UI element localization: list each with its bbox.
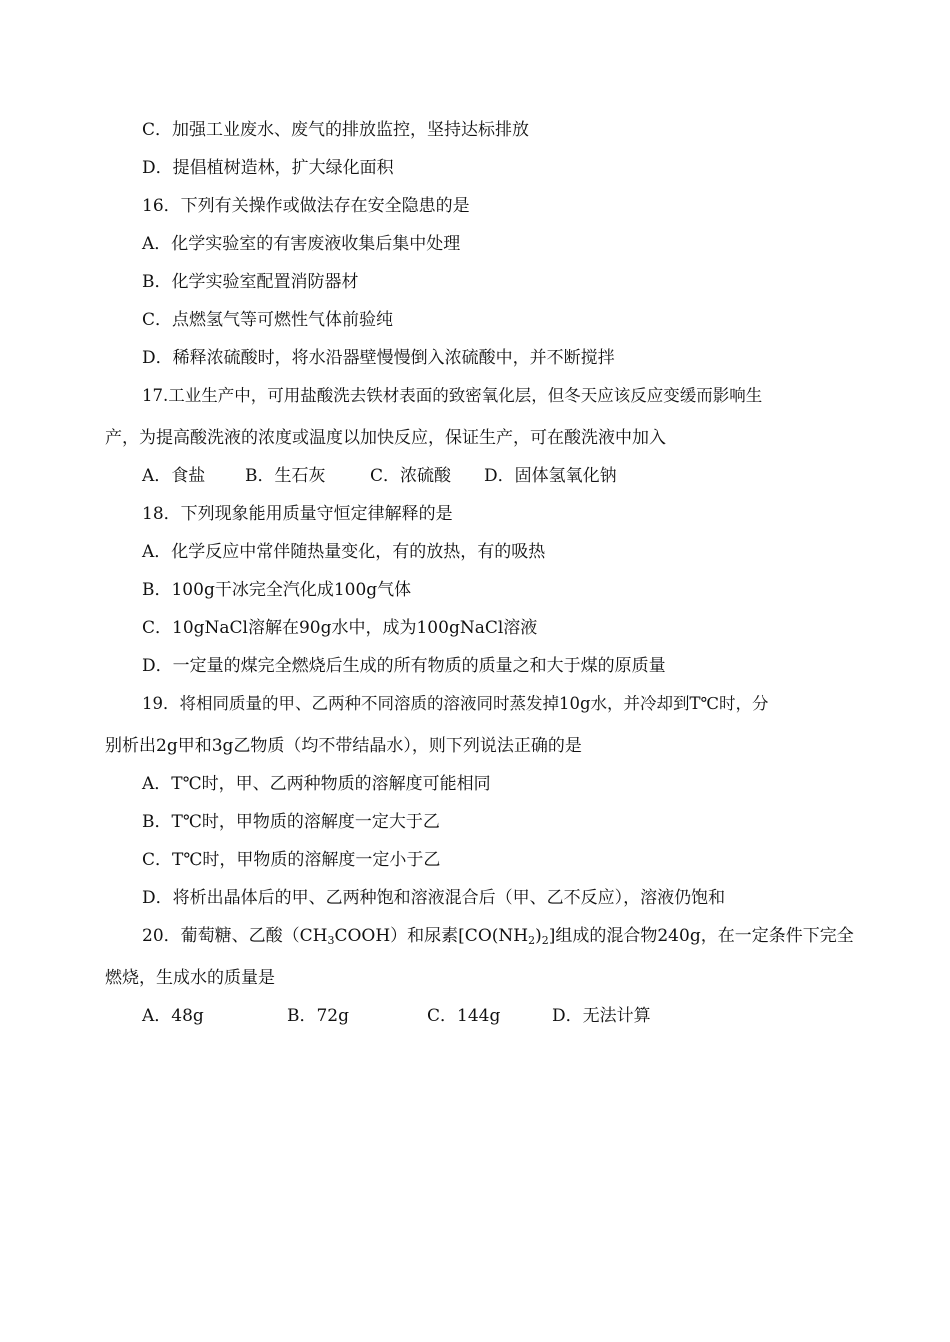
q19-option-d: D．将析出晶体后的甲、乙两种饱和溶液混合后（甲、乙不反应），溶液仍饱和 [142, 888, 726, 908]
q20-stem-text-2: COOH）和尿素[CO(NH [334, 926, 529, 946]
q20-option-a: A．48g [142, 1006, 204, 1026]
q20-stem-line1 [142, 926, 854, 946]
q19-option-c: C．T℃时，甲物质的溶解度一定小于乙 [142, 850, 441, 870]
q20-stem-text-1: 20．葡萄糖、乙酸（CH [142, 926, 328, 946]
q17-option-d: D．固体氢氧化钠 [484, 466, 617, 486]
q19-stem-line2: 别析出2g甲和3g乙物质（均不带结晶水），则下列说法正确的是 [105, 736, 582, 756]
q20-stem-text-3: ) [535, 926, 542, 946]
q16-option-b: B．化学实验室配置消防器材 [142, 272, 359, 292]
q20-subscript-1: 3 [327, 934, 335, 947]
q20-stem-text-4: ]组成的混合物240g，在一定条件下完全 [548, 926, 854, 946]
q20-option-c: C．144g [427, 1006, 501, 1026]
q18-option-d: D．一定量的煤完全燃烧后生成的所有物质的质量之和大于煤的原质量 [142, 656, 666, 676]
q16-option-c: C．点燃氢气等可燃性气体前验纯 [142, 310, 394, 330]
q15-option-d: D．提倡植树造林，扩大绿化面积 [142, 158, 394, 178]
q19-stem-line1: 19．将相同质量的甲、乙两种不同溶质的溶液同时蒸发掉10g水，并冷却到T℃时，分 [142, 694, 769, 713]
q20-stem-line2: 燃烧，生成水的质量是 [105, 968, 275, 988]
q18-option-b: B．100g干冰完全汽化成100g气体 [142, 580, 412, 600]
q16-option-d: D．稀释浓硫酸时，将水沿器壁慢慢倒入浓硫酸中，并不断搅拌 [142, 348, 615, 368]
q20-subscript-3: 2 [541, 934, 549, 947]
q17-option-b: B．生石灰 [245, 466, 326, 486]
q17-option-c: C．浓硫酸 [370, 466, 452, 486]
q16-option-a: A．化学实验室的有害废液收集后集中处理 [142, 234, 461, 254]
q16-stem: 16．下列有关操作或做法存在安全隐患的是 [142, 196, 470, 216]
q17-option-a: A．食盐 [142, 466, 206, 486]
q18-option-c: C．10gNaCl溶解在90g水中，成为100gNaCl溶液 [142, 618, 538, 638]
q20-option-d: D．无法计算 [552, 1006, 651, 1026]
q20-option-b: B．72g [287, 1006, 350, 1026]
q18-stem: 18．下列现象能用质量守恒定律解释的是 [142, 504, 453, 524]
q17-stem-line2: 产，为提高酸洗液的浓度或温度以加快反应，保证生产，可在酸洗液中加入 [105, 428, 666, 448]
q20-subscript-2: 2 [528, 934, 536, 947]
q15-option-c: C．加强工业废水、废气的排放监控，坚持达标排放 [142, 120, 530, 140]
q19-option-a: A．T℃时，甲、乙两种物质的溶解度可能相同 [142, 774, 491, 794]
q18-option-a: A．化学反应中常伴随热量变化，有的放热，有的吸热 [142, 542, 546, 562]
q17-stem-line1: 17.工业生产中，可用盐酸洗去铁材表面的致密氧化层，但冬天应该反应变缓而影响生 [142, 386, 763, 405]
q19-option-b: B．T℃时，甲物质的溶解度一定大于乙 [142, 812, 440, 832]
